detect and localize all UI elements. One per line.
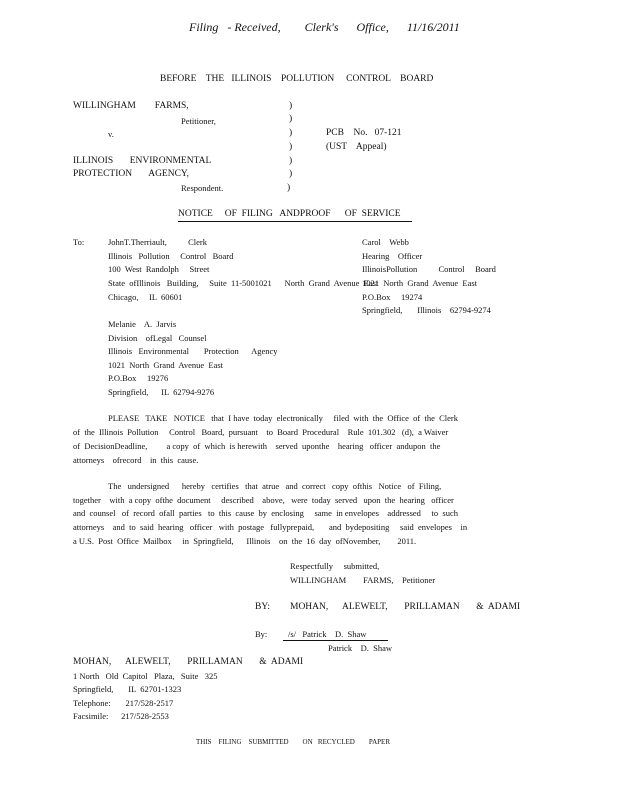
title-underline: [178, 221, 412, 222]
caption-paren: ): [289, 114, 293, 124]
signing-party: WILLINGHAM FARMS, Petitioner: [290, 575, 436, 585]
respondent-line-2: PROTECTION AGENCY,: [73, 169, 189, 179]
respectfully-submitted: Respectfully submitted,: [290, 561, 380, 571]
pcb-number: PCB No. 07-121: [326, 128, 402, 138]
notice-title: NOTICE OF FILING ANDPROOF OF SERVICE: [178, 209, 401, 219]
recipient-counsel-line: Illinois Environmental Protection Agency: [108, 346, 278, 356]
respondent-role: Respondent.: [181, 183, 224, 193]
recipient-hearing-officer-line: Hearing Officer: [362, 251, 423, 261]
petitioner-name: WILLINGHAM FARMS,: [73, 101, 189, 111]
versus-label: v.: [108, 129, 114, 139]
notice-paragraph-line: attorneys ofrecord in this cause.: [73, 455, 199, 465]
printed-name: Patrick D. Shaw: [328, 643, 392, 653]
recipient-hearing-officer-line: IllinoisPollution Control Board: [362, 264, 496, 274]
recipient-hearing-officer-line: P.O.Box 19274: [362, 292, 423, 302]
signature-line: [283, 640, 388, 641]
certificate-paragraph-line: The undersigned hereby certifies that atrue and correct copy ofthis Notice of Filing,: [108, 481, 442, 491]
recipient-counsel-line: Springfield, IL 62794-9276: [108, 387, 215, 397]
by-label: BY:: [255, 602, 270, 612]
recipient-counsel-line: 1021 North Grand Avenue East: [108, 360, 224, 370]
recipient-counsel-line: Melanie A. Jarvis: [108, 319, 177, 329]
recipient-hearing-officer-line: Carol Webb: [362, 237, 409, 247]
board-heading: BEFORE THE ILLINOIS POLLUTION CONTROL BOARD: [160, 74, 434, 84]
recipient-clerk-line: 100 West Randolph Street: [108, 264, 210, 274]
certificate-paragraph-line: and counsel of record ofall parties to this cause by enclosing same in envelopes addressed to such: [73, 508, 458, 518]
firm-block-line: Springfield, IL 62701-1323: [73, 684, 182, 694]
caption-paren: ): [289, 128, 293, 138]
recipient-clerk-line: JohnT.Therriault, Clerk: [108, 237, 207, 247]
recycled-paper-footer: THIS FILING SUBMITTED ON RECYCLED PAPER: [196, 738, 391, 746]
respondent-line-1: ILLINOIS ENVIRONMENTAL: [73, 156, 212, 166]
recipient-counsel-line: Division ofLegal Counsel: [108, 333, 207, 343]
recipient-clerk-line: Chicago, IL 60601: [108, 292, 183, 302]
recipient-hearing-officer-line: Springfield, Illinois 62794-9274: [362, 305, 491, 315]
notice-paragraph-line: of DecisionDeadline, a copy of which is herewith served uponthe hearing officer andupon the: [73, 441, 441, 451]
petitioner-role: Petitioner,: [181, 116, 216, 126]
caption-paren: ): [287, 183, 291, 193]
firm-block-line: Facsimile: 217/528-2553: [73, 711, 169, 721]
recipient-clerk-line: State ofIllinois Building, Suite 11-5001021 North Grand Avenue East: [108, 278, 379, 288]
by-label-signature: By:: [255, 629, 268, 639]
caption-paren: ): [289, 169, 293, 179]
notice-paragraph-line: of the Illinois Pollution Control Board, pursuant to Board Procedural Rule 101.302 (d), a Waiver: [73, 427, 449, 437]
case-type: (UST Appeal): [326, 142, 387, 152]
notice-paragraph-line: PLEASE TAKE NOTICE that I have today electronically filed with the Office of the Clerk: [108, 413, 459, 423]
caption-paren: ): [289, 101, 293, 111]
electronic-signature: /s/ Patrick D. Shaw: [288, 629, 367, 639]
law-firm-name: MOHAN, ALEWELT, PRILLAMAN & ADAMI: [290, 602, 521, 612]
firm-block-line: 1 North Old Capitol Plaza, Suite 325: [73, 671, 218, 681]
firm-block-line: Telephone: 217/528-2517: [73, 698, 174, 708]
recipient-hearing-officer-line: 1021 North Grand Avenue East: [362, 278, 478, 288]
filing-stamp: Filing - Received, Clerk's Office, 11/16/2011: [189, 20, 460, 34]
recipient-counsel-line: P.O.Box 19276: [108, 373, 169, 383]
to-label: To:: [73, 237, 85, 247]
certificate-paragraph-line: a U.S. Post Office Mailbox in Springfield, Illinois on the 16 day ofNovember, 2011.: [73, 536, 417, 546]
caption-paren: ): [289, 156, 293, 166]
certificate-paragraph-line: attorneys and to said hearing officer with postage fullyprepaid, and bydepositing said envelopes in: [73, 522, 468, 532]
recipient-clerk-line: Illinois Pollution Control Board: [108, 251, 234, 261]
firm-block-line: MOHAN, ALEWELT, PRILLAMAN & ADAMI: [73, 657, 304, 667]
certificate-paragraph-line: together with a copy ofthe document described above, were today served upon the hearing officer: [73, 495, 454, 505]
caption-paren: ): [289, 142, 293, 152]
